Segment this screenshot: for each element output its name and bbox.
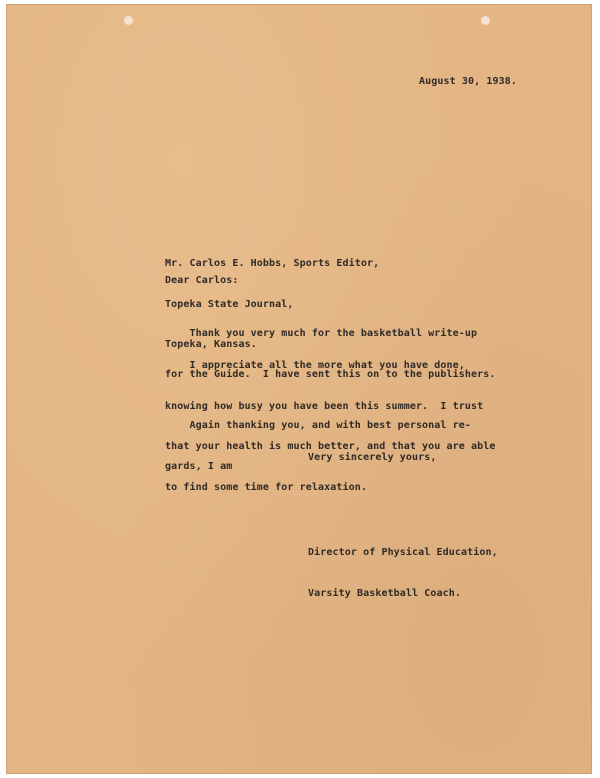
letter-page <box>6 4 592 774</box>
body-line: that your health is much better, and that you are able <box>165 441 496 452</box>
punch-hole-top-right <box>481 16 490 25</box>
body-line: to find some time for relaxation. <box>165 481 367 493</box>
address-line: Topeka State Journal, <box>165 298 294 310</box>
body-line: gards, I am <box>165 460 233 472</box>
signature-line: Varsity Basketball Coach. <box>308 587 462 599</box>
body-line: knowing how busy you have been this summer. I trust <box>165 400 484 412</box>
body-line: I appreciate all the more what you have done, <box>165 360 465 371</box>
signature-line: Director of Physical Education, <box>308 547 498 558</box>
punch-hole-top <box>124 16 133 25</box>
letter-date: August 30, 1938. <box>419 76 517 87</box>
salutation: Dear Carlos: <box>165 275 239 286</box>
body-line: Again thanking you, and with best personal re- <box>165 420 472 431</box>
address-line: Mr. Carlos E. Hobbs, Sports Editor, <box>165 258 380 269</box>
address-line: Topeka, Kansas. <box>165 339 257 350</box>
body-paragraph-3 <box>165 392 471 500</box>
signature-block <box>308 519 498 627</box>
body-line: Thank you very much for the basketball write-up <box>165 328 478 339</box>
body-line: for the Guide. I have sent this on to the publishers. <box>165 368 496 380</box>
complimentary-closing: Very sincerely yours, <box>308 452 437 463</box>
